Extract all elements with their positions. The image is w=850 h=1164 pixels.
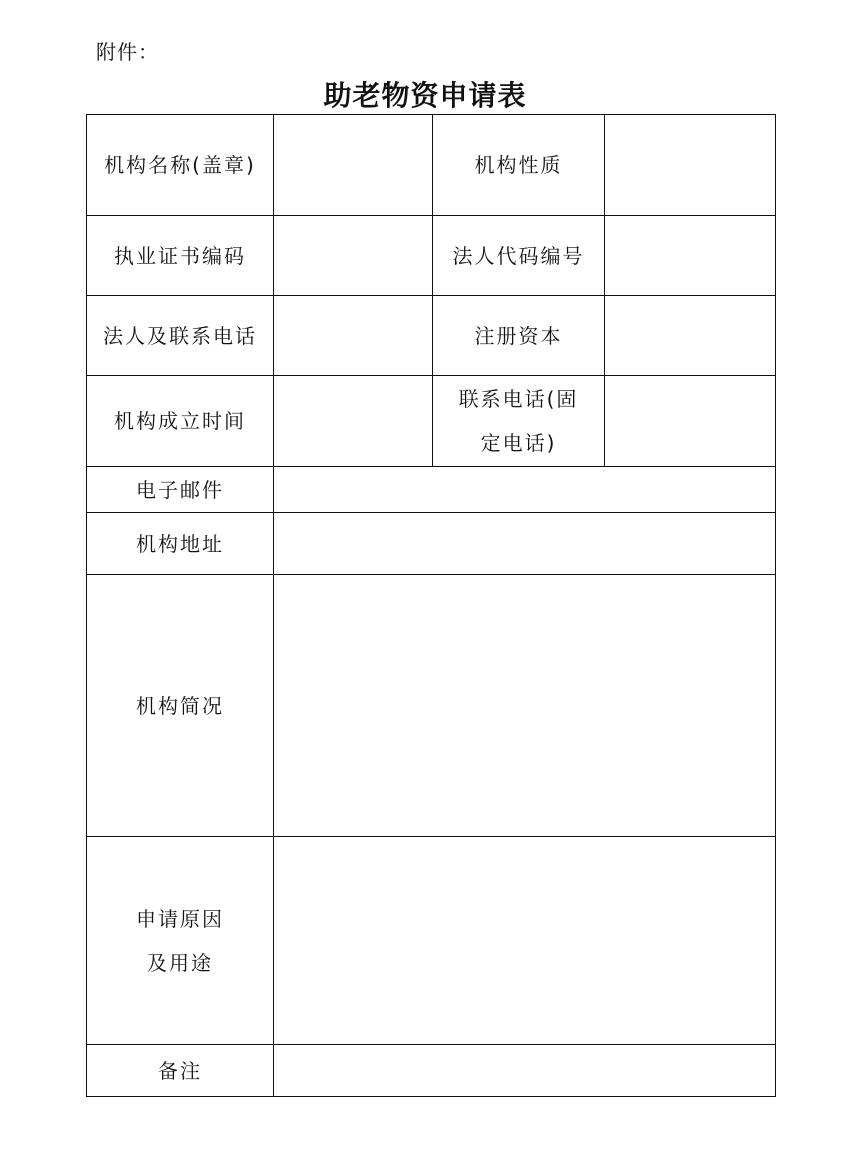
legal-code-label: 法人代码编号	[452, 243, 585, 268]
org-name-label-cell	[87, 115, 274, 216]
org-nature-field[interactable]	[605, 115, 776, 216]
org-name-label: 机构名称(盖章)	[104, 153, 256, 177]
registered-capital-field[interactable]	[605, 296, 776, 376]
row-remarks	[87, 1045, 776, 1097]
reason-field[interactable]	[274, 837, 776, 1045]
landline-label-line1: 联系电话(固	[458, 387, 579, 411]
email-label-cell	[87, 467, 274, 513]
founded-label-cell	[87, 376, 274, 467]
landline-field[interactable]	[605, 376, 776, 467]
overview-field[interactable]	[274, 575, 776, 837]
registered-capital-label-cell	[433, 296, 605, 376]
row-org-name	[87, 115, 776, 216]
row-overview	[87, 575, 776, 837]
overview-label: 机构简况	[136, 693, 224, 718]
remarks-field[interactable]	[274, 1045, 776, 1097]
legal-person-label: 法人及联系电话	[103, 323, 257, 348]
license-no-label: 执业证书编码	[114, 243, 246, 268]
attachment-label: 附件：	[96, 40, 159, 64]
address-field[interactable]	[274, 513, 776, 575]
email-label: 电子邮件	[136, 477, 224, 502]
reason-label-line1: 申请原因	[136, 906, 224, 931]
row-founded	[87, 376, 776, 467]
landline-label-cell	[433, 376, 605, 467]
legal-person-label-cell	[87, 296, 274, 376]
founded-field[interactable]	[274, 376, 433, 467]
remarks-label-cell	[87, 1045, 274, 1097]
application-form-table	[86, 114, 776, 1097]
org-name-field[interactable]	[274, 115, 433, 216]
license-no-field[interactable]	[274, 216, 433, 296]
license-no-label-cell	[87, 216, 274, 296]
founded-label: 机构成立时间	[114, 409, 246, 433]
row-address	[87, 513, 776, 575]
landline-label-line2: 定电话)	[480, 431, 557, 455]
overview-label-cell	[87, 575, 274, 837]
email-field[interactable]	[274, 467, 776, 513]
row-license	[87, 216, 776, 296]
legal-person-field[interactable]	[274, 296, 433, 376]
legal-code-field[interactable]	[605, 216, 776, 296]
org-nature-label: 机构性质	[474, 153, 563, 177]
legal-code-label-cell	[433, 216, 605, 296]
address-label-cell	[87, 513, 274, 575]
remarks-label: 备注	[158, 1058, 202, 1083]
form-title: 助老物资申请表	[323, 79, 527, 112]
address-label: 机构地址	[136, 531, 224, 556]
registered-capital-label: 注册资本	[474, 323, 563, 348]
reason-label-line2: 及用途	[147, 950, 213, 975]
row-email	[87, 467, 776, 513]
reason-label-cell	[87, 837, 274, 1045]
org-nature-label-cell	[433, 115, 605, 216]
row-reason	[87, 837, 776, 1045]
row-legal-person	[87, 296, 776, 376]
